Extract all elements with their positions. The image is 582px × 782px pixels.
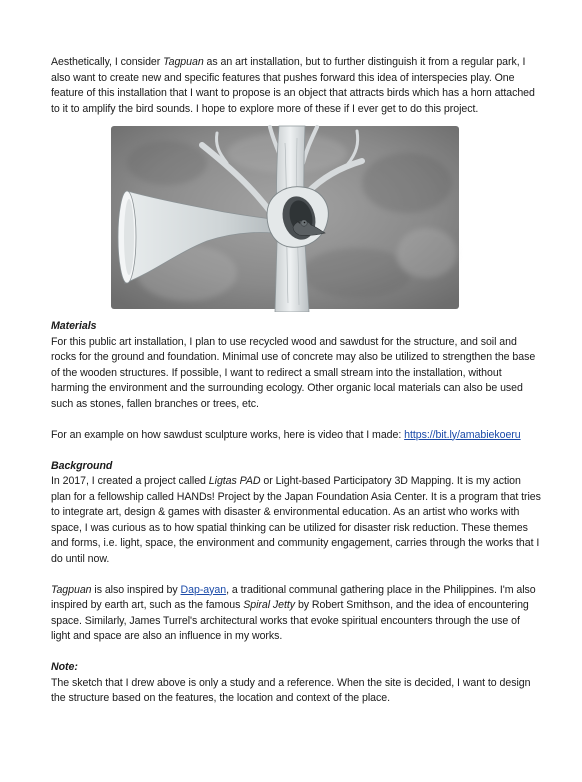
video-link[interactable]: https://bit.ly/amabiekoeru (404, 428, 521, 441)
materials-heading: Materials (51, 320, 97, 332)
video-paragraph (51, 428, 541, 444)
ligtas-pad-name: Ligtas PAD (208, 475, 261, 487)
note-body: The sketch that I drew above is only a study and a reference. When the site is decided, I want to design the structure based on the features, the location and context of the place. (51, 676, 531, 704)
note-heading: Note: (51, 661, 78, 673)
intro-text-rest: as an art installation, but to further distinguish it from a regular park, I also want to create new and specific features that pushes forward this idea of interspecies play. One feature of this installation that I want to propose is an object that attracts birds which has a horn attached to it to amplify the bird sounds. I hope to explore more of these if I ever get to do this project. (51, 56, 535, 115)
background-heading: Background (51, 459, 113, 472)
dap-ayan-link[interactable]: Dap-ayan (180, 583, 227, 596)
video-intro-text: For an example on how sawdust sculpture works, here is video that I made: (51, 428, 405, 441)
turrel-text: by Robert Smithson, and the idea of encountering space. Similarly, James Turrel's architectural works that evoke spiritual encounters through the use of light and space are also an influence in my works. (51, 599, 529, 642)
tagpuan-name: Tagpuan (51, 583, 92, 596)
intro-project-name: Tagpuan (163, 56, 204, 68)
background-text-a: In 2017, I created a project called (51, 475, 209, 487)
spiral-jetty-name: Spiral Jetty (243, 599, 296, 611)
earth-art-text: , a traditional communal gathering place in the Philippines. I'm also inspired by earth art, such as the famous (51, 583, 536, 611)
intro-paragraph (51, 55, 541, 117)
background-paragraph-1 (51, 474, 541, 567)
sketch-svg (107, 123, 463, 312)
tree-horn-sketch (107, 123, 463, 312)
background-text-b: or Light-based Participatory 3D Mapping. It is my action plan for a fellowship called HANDs! Project by the Japan Foundation Asia Center. It is a program that tries to integrate art, design & games with disaster & environmental education. As an artist who works with space, I was curious as to how spatial thinking can be utilized for disaster risk reduction. These themes and forms, i.e. light, space, the environment and community engagement, carries through the works that I do until now. (51, 475, 541, 565)
inspired-text: is also inspired by (91, 583, 181, 596)
document-page (51, 55, 541, 707)
background-paragraph-2 (51, 583, 541, 645)
materials-body: For this public art installation, I plan to use recycled wood and sawdust for the structure, and soil and rocks for the ground and foundation. Minimal use of concrete may also be utilized to strengthen the base of the wooden structures. If possible, I want to redirect a small stream into the installation, without harming the environment and the surrounding ecology. Other organic local materials can also be used such as stones, fallen branches or trees, etc. (51, 335, 536, 410)
intro-text-start: Aesthetically, I consider (51, 56, 164, 68)
